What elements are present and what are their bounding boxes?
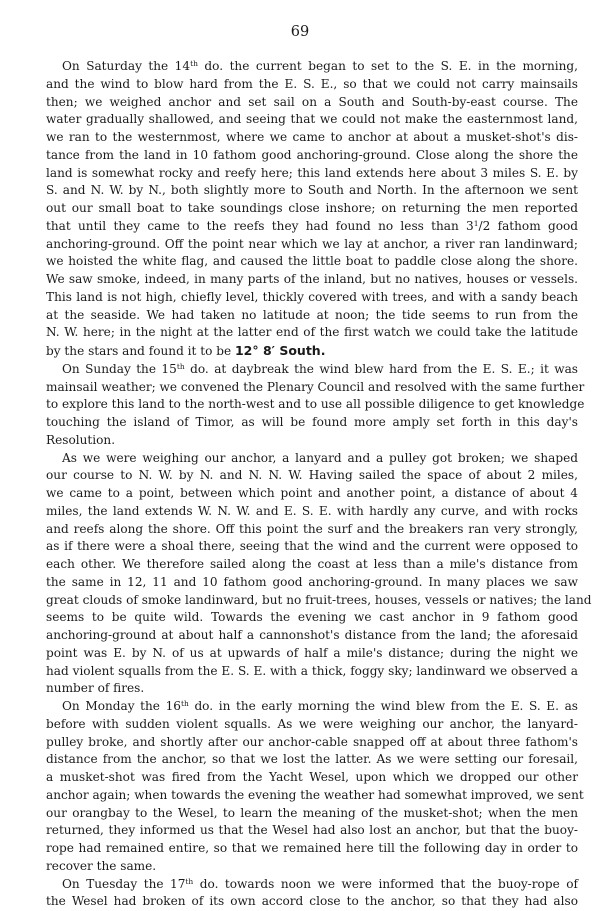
text-line: distance from the anchor, so that we lost the latter. As we were setting our foresail, bbox=[46, 752, 578, 767]
text-line: tance from the land in 10 fathom good anchoring-ground. Close along the shore the bbox=[46, 147, 578, 162]
text-line: land is somewhat rocky and reefy here; this land extends here about 3 miles S. E. by bbox=[46, 165, 578, 180]
text-line: anchor again; when towards the evening the weather had somewhat improved, we sent bbox=[46, 787, 584, 802]
text-line: we came to a point, between which point and another point, a distance of about 4 bbox=[46, 486, 578, 500]
text-line: S. and N. W. by N., both slightly more to South and North. In the afternoon we sent bbox=[46, 183, 578, 198]
text-line: a musket-shot was fired from the Yacht Wesel, upon which we dropped our other bbox=[46, 770, 578, 784]
latitude-value: 12° 8′ South. bbox=[234, 343, 326, 358]
text-line: On Sunday the 15th do. at daybreak the wind blew hard from the E. S. E.; it was bbox=[62, 361, 579, 376]
text-line: On Saturday the 14th do. the current began to set to the S. E. in the morning, bbox=[62, 59, 579, 73]
text-line: As we were weighing our anchor, a lanyard and a pulley got broken; we shaped bbox=[62, 450, 578, 465]
text-line: that until they came to the reefs they had found no less than $3^1/2$ fathom good bbox=[46, 218, 578, 233]
text-line: anchoring-ground. Off the point near which we lay at anchor, a river ran landinward; bbox=[46, 236, 578, 251]
text-line: Resolution. bbox=[46, 432, 116, 447]
text-line: our course to N. W. by N. and N. N. W. Having sailed the space of about 2 miles, bbox=[46, 468, 578, 483]
text-line: out our small boat to take soundings close inshore; on returning the men reported bbox=[46, 201, 578, 215]
text-line: miles, the land extends W. N. W. and E. S. E. with hardly any curve, and with rocks bbox=[46, 503, 578, 518]
text-line: each other. We therefore sailed along the coast at less than a mile's distance from bbox=[46, 557, 578, 571]
text-line: and the wind to blow hard from the E. S. E., so that we could not carry mainsails bbox=[46, 76, 578, 91]
text-line: pulley broke, and shortly after our anchor-cable snapped off at about three fathom's bbox=[46, 734, 578, 749]
text-line: we ran to the westernmost, where we came to anchor at about a musket-shot's dis- bbox=[46, 130, 578, 144]
text-line: mainsail weather; we convened the Plenary Council and resolved with the same further bbox=[46, 379, 585, 394]
text-line: number of fires. bbox=[46, 681, 145, 696]
text-line: recover the same. bbox=[46, 858, 157, 873]
text-line: great clouds of smoke landinward, but no fruit-trees, houses, vessels or natives; the land bbox=[46, 592, 592, 607]
page-number: 69 bbox=[290, 24, 310, 40]
text-line: returned, they informed us that the Wesel had also lost an anchor, but that the buoy- bbox=[46, 823, 578, 838]
text-line: This land is not high, chiefly level, thickly covered with trees, and with a sandy beach bbox=[46, 289, 578, 304]
text-line: rope had remained entire, so that we remained here till the following day in order to bbox=[46, 841, 578, 855]
text-line: the Wesel had broken of its own accord close to the anchor, so that they had also bbox=[46, 894, 578, 909]
text-line: by the stars and found it to be 12° 8′ South. bbox=[46, 343, 326, 358]
text-line: anchoring-ground at about half a cannonshot's distance from the land; the aforesaid bbox=[46, 628, 578, 642]
text-line: On Tuesday the 17th do. towards noon we were informed that the buoy-rope of bbox=[62, 876, 578, 891]
text-line: On Monday the 16th do. in the early morning the wind blew from the E. S. E. as bbox=[62, 699, 578, 713]
text-line: we hoisted the white flag, and caused the little boat to paddle close along the shore. bbox=[46, 254, 578, 269]
text-line: to explore this land to the north-west and to use all possible diligence to get knowledge bbox=[46, 397, 585, 412]
text-line: had violent squalls from the E. S. E. with a thick, foggy sky; landinward we observed a bbox=[46, 663, 578, 678]
text-line: point was E. by N. of us at upwards of half a mile's distance; during the night we bbox=[46, 645, 578, 660]
body-text bbox=[46, 58, 592, 911]
text-line: N. W. here; in the night at the latter end of the first watch we could take the latitude bbox=[46, 325, 578, 340]
text-line: water gradually shallowed, and seeing that we could not make the easternmost land, bbox=[46, 112, 578, 127]
text-line: and reefs along the shore. Off this point the surf and the breakers ran very strongly, bbox=[46, 521, 578, 536]
text-line: touching the island of Timor, as will be found more amply set forth in this day's bbox=[46, 415, 578, 429]
text-line: seems to be quite wild. Towards the evening we cast anchor in 9 fathom good bbox=[46, 610, 578, 625]
text-line: We saw smoke, indeed, in many parts of the inland, but no natives, houses or vessels. bbox=[46, 272, 578, 286]
text-line: as if there were a shoal there, seeing that the wind and the current were opposed to bbox=[46, 539, 578, 554]
text-line: at the seaside. We had taken no latitude at noon; the tide seems to run from the bbox=[46, 307, 578, 322]
text-line: before with sudden violent squalls. As we were weighing our anchor, the lanyard- bbox=[46, 716, 578, 731]
text-line: the same in 12, 11 and 10 fathom good anchoring-ground. In many places we saw bbox=[46, 574, 578, 589]
text-line: our orangbay to the Wesel, to learn the meaning of the musket-shot; when the men bbox=[46, 805, 578, 820]
text-line: then; we weighed anchor and set sail on a South and South-by-east course. The bbox=[46, 94, 578, 109]
